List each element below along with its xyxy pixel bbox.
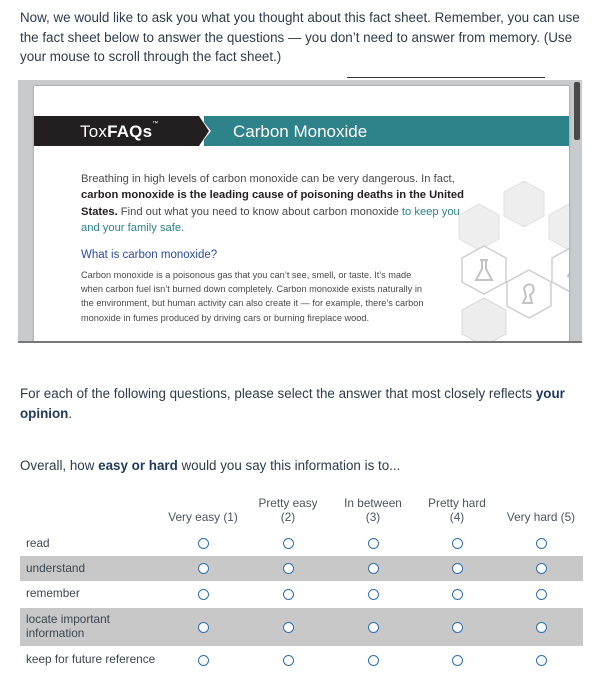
radio-option-3[interactable] (368, 563, 379, 574)
radio-option-1[interactable] (198, 655, 209, 666)
column-header-2: Pretty easy (2) (258, 496, 318, 524)
radio-option-4[interactable] (452, 622, 463, 633)
question-row (20, 647, 583, 673)
question-row (20, 608, 583, 646)
column-header-1: Very easy (1) (168, 510, 238, 524)
radio-option-5[interactable] (536, 538, 547, 549)
radio-option-2[interactable] (283, 589, 294, 600)
question-label: locate important information (26, 612, 110, 640)
question-label: understand (26, 561, 86, 575)
radio-option-2[interactable] (283, 655, 294, 666)
fact-sheet-title: Carbon Monoxide (233, 122, 368, 141)
question-row (20, 581, 583, 607)
radio-option-5[interactable] (536, 563, 547, 574)
question-label: keep for future reference (26, 652, 156, 666)
radio-option-5[interactable] (536, 655, 547, 666)
radio-option-4[interactable] (452, 538, 463, 549)
radio-option-1[interactable] (198, 538, 209, 549)
radio-option-3[interactable] (368, 538, 379, 549)
question-label: read (26, 536, 50, 550)
question-prompt: Overall, how easy or hard would you say this information is to... (20, 458, 401, 473)
column-header-3: In between (3) (344, 496, 402, 524)
radio-option-5[interactable] (536, 622, 547, 633)
divider (347, 77, 545, 78)
fact-sheet-heading: What is carbon monoxide? (81, 249, 218, 261)
toxfaqs-logo: ToxFAQs™ (80, 121, 159, 141)
column-header-5: Very hard (5) (506, 510, 576, 524)
radio-option-3[interactable] (368, 622, 379, 633)
intro-text: Now, we would like to ask you what you thought about this fact sheet. Remember, you can use the fact sheet below to answer the questions — you don’t need to answer from memory. (Use your mouse to scroll through the fact sheet.) (20, 10, 580, 64)
fact-sheet-scrollbar[interactable] (574, 82, 580, 140)
hexagon-decoration-icon (429, 176, 569, 343)
radio-option-2[interactable] (283, 538, 294, 549)
radio-option-2[interactable] (283, 563, 294, 574)
fact-sheet-body: Carbon monoxide is a poisonous gas that you can’t see, smell, or taste. It’s made when carbon fuel isn’t burned down completely. Carbon monoxide exists naturally in the environment, but human activity can also create it — for example, there’s carbon monoxide in fumes produced by driving cars or burning fireplace wood. (81, 270, 424, 323)
radio-option-2[interactable] (283, 622, 294, 633)
radio-option-5[interactable] (536, 589, 547, 600)
fact-sheet-lead: Breathing in high levels of carbon monoxide can be very dangerous. In fact, carbon monoxide is the leading cause of poisoning deaths in the United States. Find out what you need to know about carbon monoxide to keep you and your family safe. (81, 173, 464, 234)
radio-option-1[interactable] (198, 589, 209, 600)
question-row (20, 533, 583, 554)
column-header-4: Pretty hard (4) (428, 496, 486, 524)
radio-option-3[interactable] (368, 655, 379, 666)
question-row (20, 556, 583, 581)
radio-option-4[interactable] (452, 589, 463, 600)
fact-sheet-banner (34, 116, 569, 146)
radio-option-1[interactable] (198, 563, 209, 574)
radio-option-1[interactable] (198, 622, 209, 633)
fact-sheet-page (34, 86, 569, 343)
radio-option-4[interactable] (452, 563, 463, 574)
instructions-text: For each of the following questions, please select the answer that most closely reflects your opinion. (20, 386, 565, 421)
radio-option-4[interactable] (452, 655, 463, 666)
question-label: remember (26, 586, 80, 600)
radio-option-3[interactable] (368, 589, 379, 600)
fact-sheet-viewer[interactable] (18, 80, 582, 343)
